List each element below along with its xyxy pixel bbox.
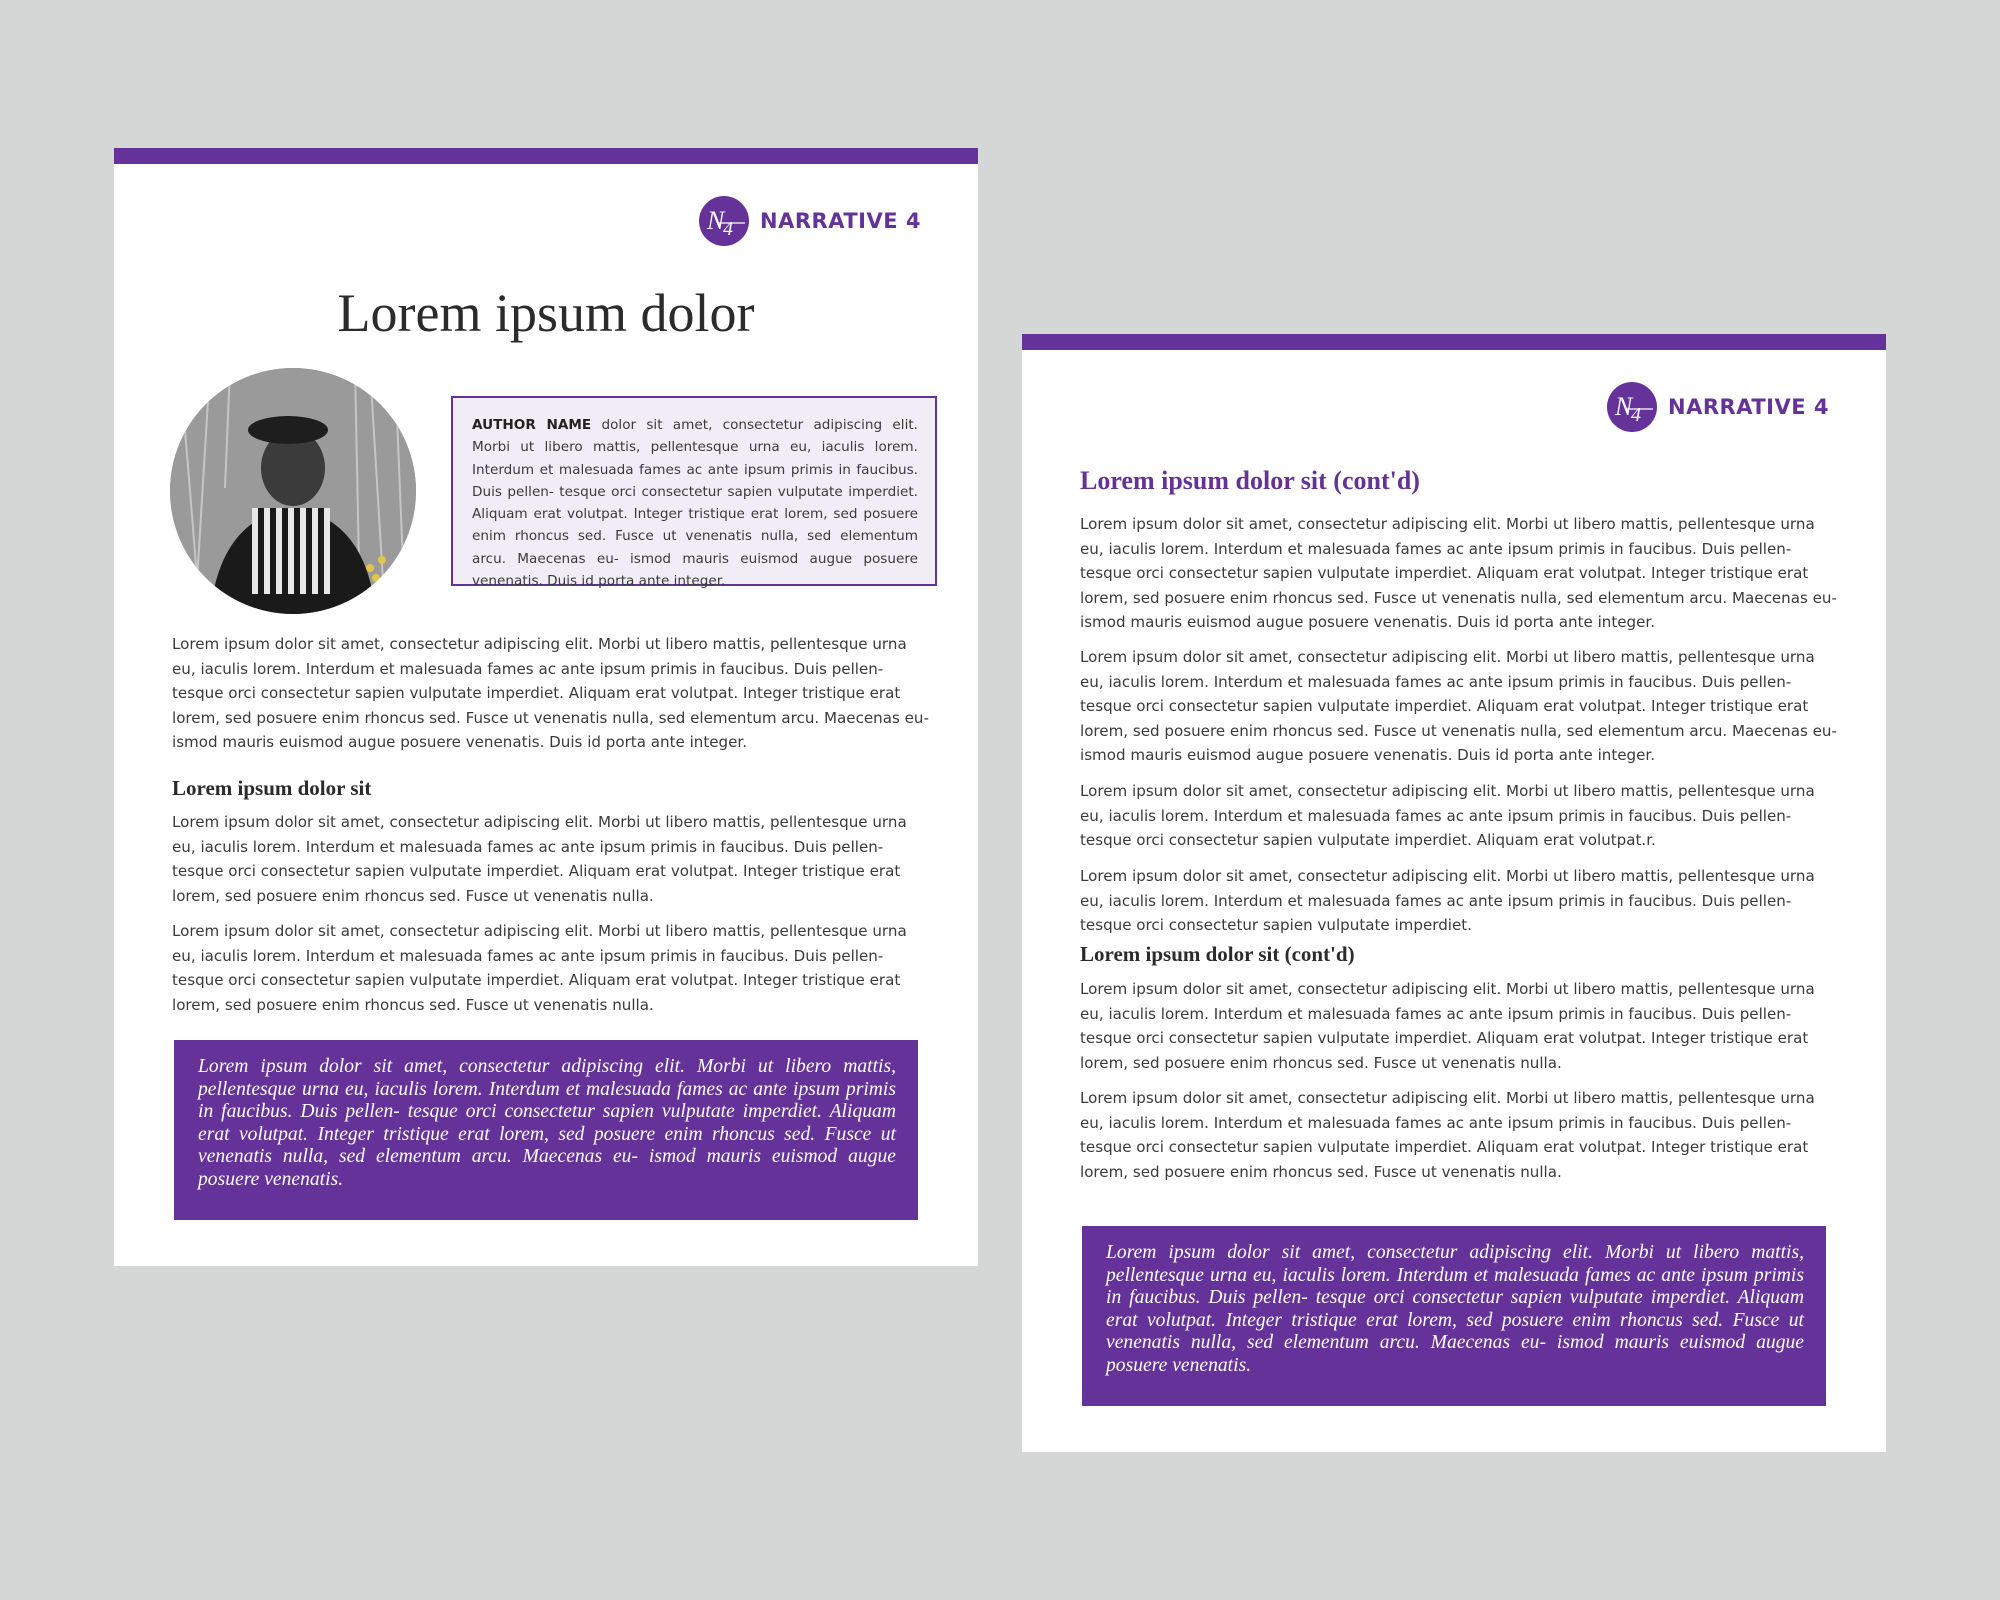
paragraph: Lorem ipsum dolor sit amet, consectetur adipiscing elit. Morbi ut libero mattis, pellentesque urna eu, iaculis lorem. Interdum et malesuada fames ac ante ipsum primis in faucibus. Duis pellen- tesque orci consectetur sapien vulputate imperdiet. [1080,867,1815,935]
svg-text:N: N [1615,392,1633,421]
author-callout-box [451,396,937,590]
paragraph: Lorem ipsum dolor sit amet, consectetur adipiscing elit. Morbi ut libero mattis, pellentesque urna eu, iaculis lorem. Interdum et malesuada fames ac ante ipsum primis in faucibus. Duis pellen- tesque orci consectetur sapien vulputate imperdiet. Aliquam erat volutpat. Integer tristique erat lorem, sed posuere enim rhoncus sed. Fusce ut venenatis nulla. [1080,1089,1815,1181]
page-title: Lorem ipsum dolor [337,283,755,343]
brand-name: NARRATIVE 4 [1668,395,1829,419]
continued-heading: Lorem ipsum dolor sit (cont'd) [1080,466,1420,495]
author-photo [170,368,416,614]
paragraph: Lorem ipsum dolor sit amet, consectetur adipiscing elit. Morbi ut libero mattis, pellentesque urna eu, iaculis lorem. Interdum et malesuada fames ac ante ipsum primis in faucibus. Duis pellen- tesque orci consectetur sapien vulputate imperdiet. Aliquam erat volutpat. Integer tristique erat lorem, sed posuere enim rhoncus sed. Fusce ut venenatis nulla, sed elementum arcu. Maecenas eu- ismod mauris euismod augue posuere venenatis. Duis id porta ante integer. [1080,515,1837,632]
pull-quote: Lorem ipsum dolor sit amet, consectetur adipiscing elit. Morbi ut libero mattis, pellentesque urna eu, iaculis lorem. Interdum et malesuada fames ac ante ipsum primis in faucibus. Duis pellen- tesque orci consectetur sapien vulputate imperdiet. Aliquam erat volutpat. Integer tristique erat lorem, sed posuere enim rhoncus sed. Fusce ut venenatis nulla, sed elementum arcu. Maecenas eu- ismod mauris euismod augue posuere venenatis. [174,1040,918,1220]
section-heading: Lorem ipsum dolor sit (cont'd) [1080,942,1355,966]
brand-header [699,196,921,246]
author-name-label: AUTHOR NAME [472,417,592,433]
document-page-1 [114,148,978,1266]
section-heading: Lorem ipsum dolor sit [172,776,372,800]
author-bio-text: dolor sit amet, consectetur adipiscing elit. Morbi ut libero mattis, pellentesque urna eu, iaculis lorem. Interdum et malesuada fames ac ante ipsum primis in faucibus. Duis pellen- tesque orci consectetur sapien vulputate imperdiet. Aliquam erat volutpat. Integer tristique erat lorem, sed posuere enim rhoncus sed. Fusce ut venenatis nulla, sed elementum arcu. Maecenas eu- ismod mauris euismod augue posuere venenatis. Duis id porta ante integer. [472,417,918,590]
brand-name: NARRATIVE 4 [760,209,921,233]
paragraph: Lorem ipsum dolor sit amet, consectetur adipiscing elit. Morbi ut libero mattis, pellentesque urna eu, iaculis lorem. Interdum et malesuada fames ac ante ipsum primis in faucibus. Duis pellen- tesque orci consectetur sapien vulputate imperdiet. Aliquam erat volutpat.r. [1080,782,1815,850]
svg-text:4: 4 [1631,404,1642,426]
svg-text:4: 4 [723,218,734,240]
paragraph: Lorem ipsum dolor sit amet, consectetur adipiscing elit. Morbi ut libero mattis, pellentesque urna eu, iaculis lorem. Interdum et malesuada fames ac ante ipsum primis in faucibus. Duis pellen- tesque orci consectetur sapien vulputate imperdiet. Aliquam erat volutpat. Integer tristique erat lorem, sed posuere enim rhoncus sed. Fusce ut venenatis nulla, sed elementum arcu. Maecenas eu- ismod mauris euismod augue posuere venenatis. Duis id porta ante integer. [172,635,929,752]
document-page-2 [1022,334,1886,1452]
svg-text:N: N [707,206,725,235]
paragraph: Lorem ipsum dolor sit amet, consectetur adipiscing elit. Morbi ut libero mattis, pellentesque urna eu, iaculis lorem. Interdum et malesuada fames ac ante ipsum primis in faucibus. Duis pellen- tesque orci consectetur sapien vulputate imperdiet. Aliquam erat volutpat. Integer tristique erat lorem, sed posuere enim rhoncus sed. Fusce ut venenatis nulla. [1080,980,1815,1072]
n4-monogram-icon [1607,382,1657,432]
paragraph: Lorem ipsum dolor sit amet, consectetur adipiscing elit. Morbi ut libero mattis, pellentesque urna eu, iaculis lorem. Interdum et malesuada fames ac ante ipsum primis in faucibus. Duis pellen- tesque orci consectetur sapien vulputate imperdiet. Aliquam erat volutpat. Integer tristique erat lorem, sed posuere enim rhoncus sed. Fusce ut venenatis nulla. [172,813,907,905]
n4-monogram-icon [699,196,749,246]
paragraph: Lorem ipsum dolor sit amet, consectetur adipiscing elit. Morbi ut libero mattis, pellentesque urna eu, iaculis lorem. Interdum et malesuada fames ac ante ipsum primis in faucibus. Duis pellen- tesque orci consectetur sapien vulputate imperdiet. Aliquam erat volutpat. Integer tristique erat lorem, sed posuere enim rhoncus sed. Fusce ut venenatis nulla, sed elementum arcu. Maecenas eu- ismod mauris euismod augue posuere venenatis. Duis id porta ante integer. [1080,648,1837,765]
paragraph: Lorem ipsum dolor sit amet, consectetur adipiscing elit. Morbi ut libero mattis, pellentesque urna eu, iaculis lorem. Interdum et malesuada fames ac ante ipsum primis in faucibus. Duis pellen- tesque orci consectetur sapien vulputate imperdiet. Aliquam erat volutpat. Integer tristique erat lorem, sed posuere enim rhoncus sed. Fusce ut venenatis nulla. [172,922,907,1014]
brand-header [1607,382,1829,432]
pull-quote: Lorem ipsum dolor sit amet, consectetur adipiscing elit. Morbi ut libero mattis, pellentesque urna eu, iaculis lorem. Interdum et malesuada fames ac ante ipsum primis in faucibus. Duis pellen- tesque orci consectetur sapien vulputate imperdiet. Aliquam erat volutpat. Integer tristique erat lorem, sed posuere enim rhoncus sed. Fusce ut venenatis nulla, sed elementum arcu. Maecenas eu- ismod mauris euismod augue posuere venenatis. [1082,1226,1826,1406]
